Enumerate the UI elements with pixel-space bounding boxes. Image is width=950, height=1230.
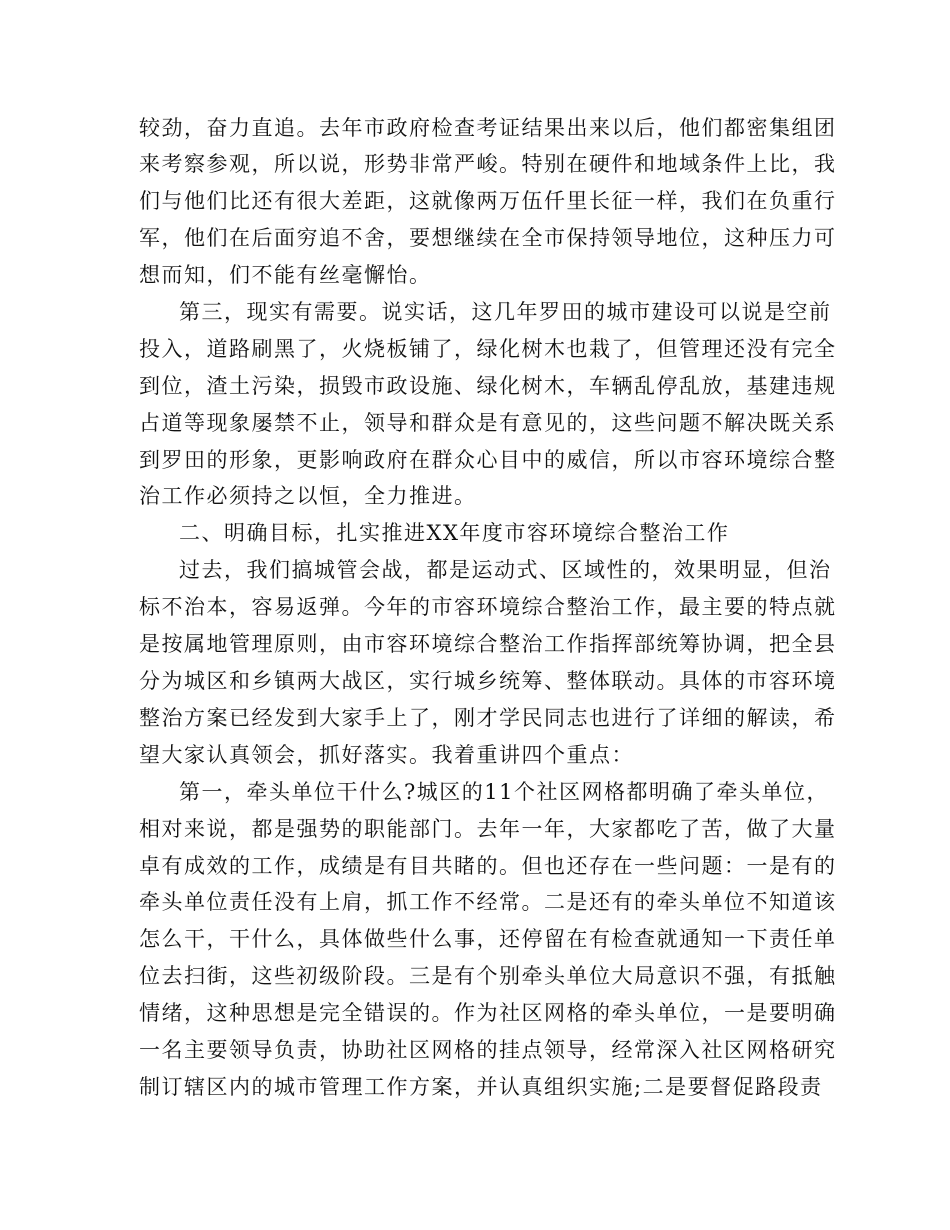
text-line: 制订辖区内的城市管理工作方案，并认真组织实施;二是要督促路段责	[139, 1075, 823, 1099]
text-line: 占道等现象屡禁不止，领导和群众是有意见的，这些问题不解决既关系	[139, 411, 837, 435]
paragraph-first-line: 过去，我们搞城管会战，都是运动式、区域性的，效果明显，但治	[179, 558, 832, 582]
text-line: 位去扫街，这些初级阶段。三是有个别牵头单位大局意识不强，有抵触	[139, 964, 837, 988]
text-line: 治工作必须持之以恒，全力推进。	[139, 484, 477, 508]
text-line: 是按属地管理原则，由市容环境综合整治工作指挥部统筹协调，把全县	[139, 632, 837, 656]
text-line: 牵头单位责任没有上肩，抓工作不经常。二是还有的牵头单位不知道该	[139, 890, 837, 914]
text-line: 较劲，奋力直追。去年市政府检查考证结果出来以后，他们都密集组团	[139, 116, 837, 140]
text-line: 标不治本，容易返弹。今年的市容环境综合整治工作，最主要的特点就	[139, 595, 837, 619]
paragraph-first-line: 第三，现实有需要。说实话，这几年罗田的城市建设可以说是空前	[179, 300, 832, 324]
text-line: 分为城区和乡镇两大战区，实行城乡统筹、整体联动。具体的市容环境	[139, 669, 837, 693]
section-heading: 二、明确目标，扎实推进XX年度市容环境综合整治工作	[179, 521, 730, 545]
text-line: 来考察参观，所以说，形势非常严峻。特别在硬件和地域条件上比，我	[139, 152, 837, 176]
text-line: 投入，道路刷黑了，火烧板铺了，绿化树木也栽了，但管理还没有完全	[139, 337, 837, 361]
text-line: 们与他们比还有很大差距，这就像两万伍仟里长征一样，我们在负重行	[139, 189, 837, 213]
text-line: 到位，渣土污染，损毁市政设施、绿化树木，车辆乱停乱放，基建违规	[139, 374, 837, 398]
text-line: 相对来说，都是强势的职能部门。去年一年，大家都吃了苦，做了大量	[139, 817, 837, 841]
text-line: 到罗田的形象，更影响政府在群众心目中的威信，所以市容环境综合整	[139, 448, 837, 472]
text-line: 望大家认真领会，抓好落实。我着重讲四个重点：	[139, 743, 634, 767]
text-line: 怎么干，干什么，具体做些什么事，还停留在有检查就通知一下责任单	[139, 927, 837, 951]
paragraph-first-line: 第一，牵头单位干什么?城区的11个社区网格都明确了牵头单位，	[179, 780, 829, 804]
text-line: 想而知，们不能有丝毫懈怡。	[139, 263, 432, 287]
text-line: 卓有成效的工作，成绩是有目共睹的。但也还存在一些问题：一是有的	[139, 854, 837, 878]
text-line: 情绪，这种思想是完全错误的。作为社区网格的牵头单位，一是要明确	[139, 1001, 837, 1025]
text-line: 整治方案已经发到大家手上了，刚才学民同志也进行了详细的解读，希	[139, 706, 837, 730]
text-line: 一名主要领导负责，协助社区网格的挂点领导，经常深入社区网格研究	[139, 1038, 837, 1062]
text-line: 军，他们在后面穷追不舍，要想继续在全市保持领导地位，这种压力可	[139, 226, 837, 250]
